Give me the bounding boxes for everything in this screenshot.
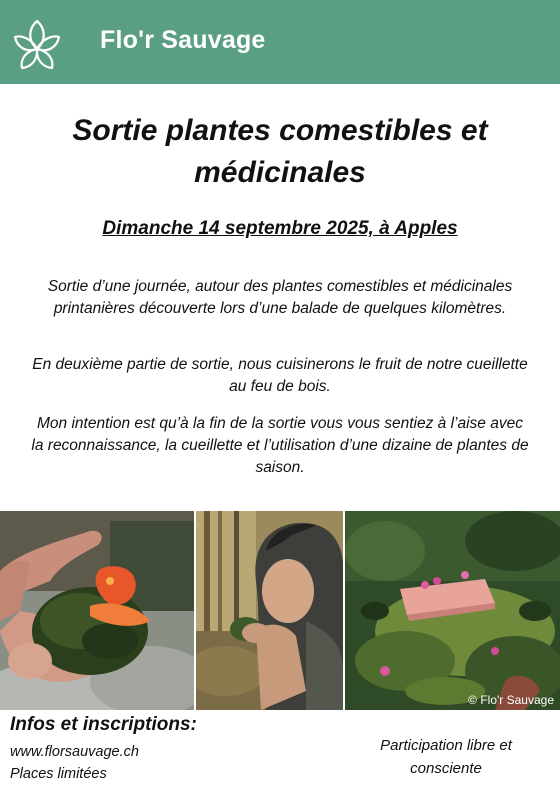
brand-name: Flo'r Sauvage (100, 26, 266, 54)
photo-copyright: © Flo'r Sauvage (468, 693, 554, 707)
info-heading: Infos et inscriptions: (10, 714, 197, 735)
title-line-2: médicinales (194, 156, 366, 189)
event-date: Dimanche 14 septembre 2025, à Apples (102, 218, 458, 239)
website-link[interactable]: www.florsauvage.ch (10, 744, 139, 760)
participation-note: Participation libre et consciente (380, 737, 512, 777)
leaf-logo-icon (12, 13, 62, 71)
description-paragraph-3: Mon intention est qu’à la fin de la sortie vous vous sentiez à l’aise avec la reconnaissance, la cueillette et l’utilisation d’une dizaine de plantes de saison. (31, 415, 529, 476)
description-paragraph-1: Sortie d’une journée, autour des plantes comestibles et médicinales printanières découverte lors d’une balade de quelques kilomètres. (47, 278, 513, 317)
photo-woman-smelling-plant (196, 511, 343, 710)
places-note: Places limitées (10, 766, 107, 782)
title-line-1: Sortie plantes comestibles et (72, 114, 488, 147)
photo-hand-with-plants (0, 511, 194, 710)
description-paragraph-2: En deuxième partie de sortie, nous cuisinerons le fruit de notre cueillette au feu de bois. (32, 356, 528, 395)
photo-forest-floor-flowers (345, 511, 560, 710)
header-banner (0, 0, 560, 84)
event-title (20, 110, 540, 194)
photo-strip (0, 511, 560, 710)
